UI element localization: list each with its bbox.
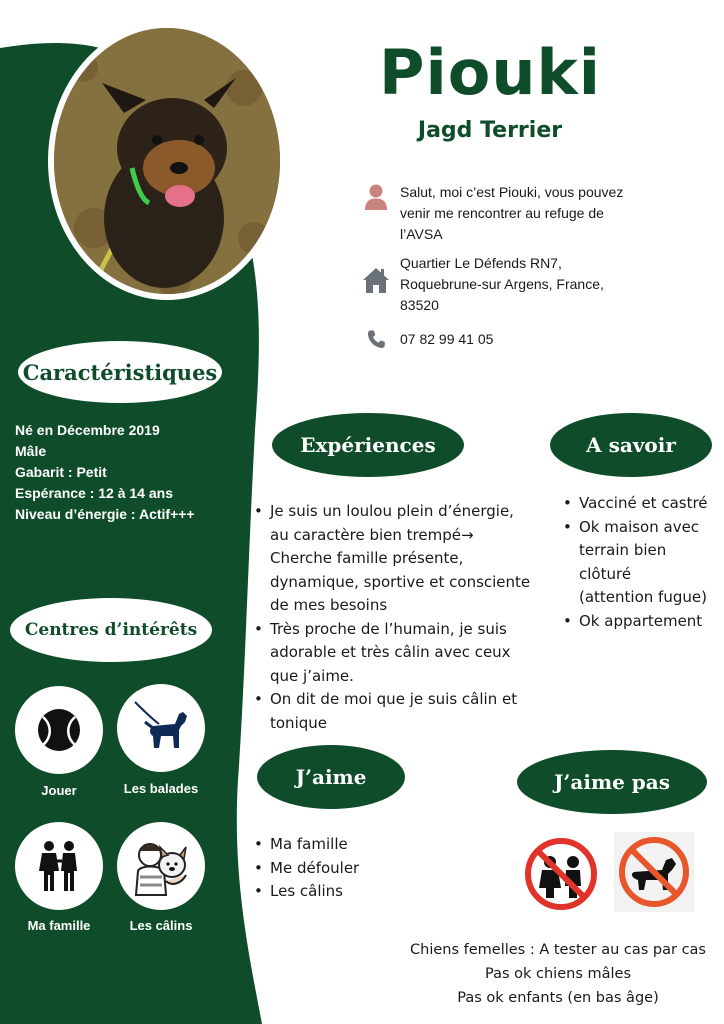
list-item-line: terrain bien	[579, 541, 667, 559]
list-item-line: • Ok appartement	[579, 611, 703, 630]
dog-walk-icon	[131, 700, 191, 756]
characteristics-list	[15, 420, 195, 525]
list-item: • Les câlins	[254, 880, 454, 904]
experiences-title: Expériences	[272, 413, 464, 477]
bottom-note	[400, 938, 716, 1010]
dog-name: Piouki	[379, 36, 601, 109]
list-item-line: clôturé	[579, 564, 632, 583]
trait-item: Niveau d’énergie : Actif+++	[15, 506, 195, 522]
list-item-line: Cherche famille présente,	[270, 549, 464, 567]
interests-title: Centres d’intérêts	[10, 598, 212, 662]
interest-family	[15, 822, 103, 910]
no-dogs-icon	[614, 832, 694, 912]
jaime-pas-title: J’aime pas	[517, 750, 707, 814]
contact-address	[362, 253, 604, 316]
experiences-list	[254, 500, 549, 735]
dog-photo-illustration	[54, 28, 280, 294]
list-item	[254, 688, 549, 735]
list-item-line: (attention fugue)	[579, 588, 707, 606]
note-line: Pas ok enfants (en bas âge)	[457, 990, 659, 1006]
contact-phone	[362, 329, 493, 351]
list-item	[254, 618, 549, 689]
interest-label: Les balades	[123, 781, 199, 796]
list-item-line: que j’aime.	[270, 666, 354, 685]
intro-line: Salut, moi c’est Piouki, vous pouvez	[400, 184, 624, 200]
intro-line: venir me rencontrer au refuge de	[400, 205, 604, 221]
interest-play	[15, 686, 103, 774]
person-icon	[362, 182, 390, 212]
list-item	[563, 516, 721, 610]
a-savoir-title: A savoir	[550, 413, 712, 477]
list-item	[563, 610, 721, 634]
interest-hugs	[117, 822, 205, 910]
a-savoir-list	[563, 492, 721, 633]
characteristics-title: Caractéristiques	[18, 341, 222, 403]
interest-label: Jouer	[41, 783, 77, 798]
trait-item: Espérance : 12 à 14 ans	[15, 485, 173, 501]
interest-label: Ma famille	[27, 918, 91, 933]
list-item	[563, 492, 721, 516]
list-item-line: de mes besoins	[270, 596, 388, 614]
list-item-line: • On dit de moi que je suis câlin et	[270, 690, 518, 708]
trait-item: Né en Décembre 2019	[15, 422, 160, 438]
list-item: • Ma famille	[254, 833, 454, 857]
list-item: • Me défouler	[254, 857, 454, 881]
list-item-line: au caractère bien trempé→	[270, 525, 474, 544]
list-item-line: • Je suis un loulou plein d’énergie,	[270, 502, 514, 520]
family-icon	[36, 839, 82, 893]
list-item	[254, 500, 549, 618]
address-line: 83520	[400, 297, 439, 313]
intro-line: l’AVSA	[400, 226, 443, 242]
list-item-line: adorable et très câlin avec ceux	[270, 643, 511, 661]
trait-item: Mâle	[15, 443, 47, 459]
interest-label: Les câlins	[129, 918, 193, 933]
jaime-list	[254, 833, 454, 904]
address-line: Quartier Le Défends RN7,	[400, 255, 562, 271]
address-line: Roquebrune-sur Argens, France,	[400, 276, 604, 292]
phone-icon	[362, 329, 390, 351]
list-item-line: • Vacciné et castré	[579, 494, 708, 512]
note-line: Pas ok chiens mâles	[485, 966, 631, 982]
hug-icon	[130, 835, 192, 897]
house-icon	[362, 265, 390, 295]
phone-number[interactable]: 07 82 99 41 05	[400, 331, 494, 347]
list-item-line: tonique	[270, 713, 327, 732]
note-line: Chiens femelles : A tester au cas par cas	[410, 942, 706, 958]
list-item-line: dynamique, sportive et consciente	[270, 572, 531, 591]
list-item-line: • Très proche de l’humain, je suis	[270, 619, 507, 638]
trait-item: Gabarit : Petit	[15, 464, 107, 480]
contact-intro	[362, 182, 623, 245]
dog-photo	[48, 22, 286, 300]
jaime-title: J’aime	[257, 745, 405, 809]
interest-walks	[117, 684, 205, 772]
dog-breed: Jagd Terrier	[417, 118, 563, 143]
ball-icon	[34, 705, 84, 755]
no-children-icon	[521, 834, 601, 914]
list-item-line: • Ok maison avec	[579, 517, 700, 536]
